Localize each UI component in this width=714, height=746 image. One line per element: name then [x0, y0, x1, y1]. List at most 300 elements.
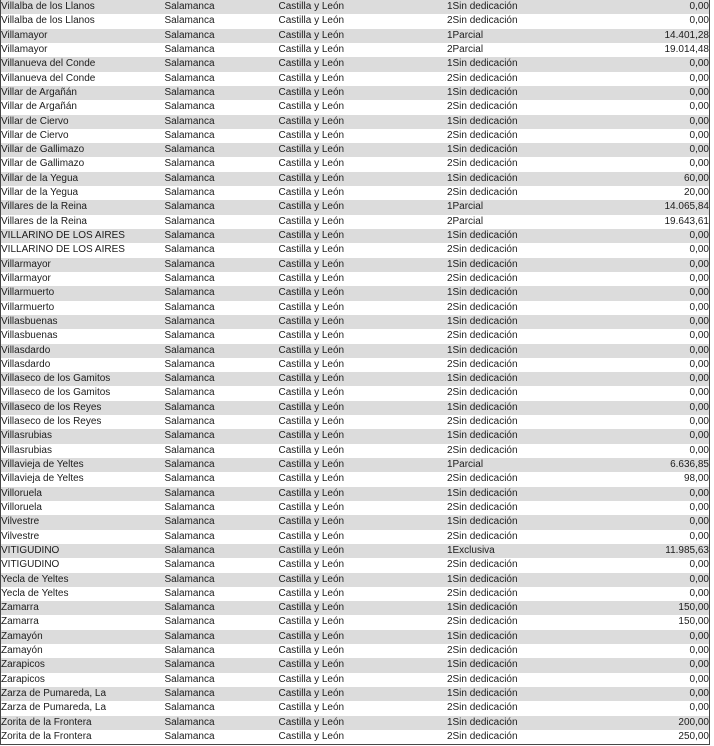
cell-numero: 2 [409, 673, 453, 687]
table-row [1, 630, 710, 644]
cell-provincia: Salamanca [165, 444, 279, 458]
cell-dedicacion: Sin dedicación [453, 386, 571, 400]
cell-numero: 1 [409, 601, 453, 615]
cell-importe: 60,00 [571, 172, 710, 186]
cell-provincia: Salamanca [165, 29, 279, 43]
cell-numero: 2 [409, 272, 453, 286]
cell-dedicacion: Sin dedicación [453, 243, 571, 257]
cell-municipio: Villaseco de los Reyes [1, 401, 165, 415]
cell-comunidad: Castilla y León [279, 157, 409, 171]
cell-comunidad: Castilla y León [279, 172, 409, 186]
cell-municipio: Villarmuerto [1, 286, 165, 300]
cell-dedicacion: Sin dedicación [453, 258, 571, 272]
cell-comunidad: Castilla y León [279, 229, 409, 243]
cell-dedicacion: Parcial [453, 215, 571, 229]
cell-provincia: Salamanca [165, 14, 279, 28]
cell-dedicacion: Sin dedicación [453, 272, 571, 286]
cell-importe: 0,00 [571, 157, 710, 171]
cell-comunidad: Castilla y León [279, 386, 409, 400]
cell-numero: 2 [409, 386, 453, 400]
cell-dedicacion: Sin dedicación [453, 86, 571, 100]
cell-provincia: Salamanca [165, 701, 279, 715]
cell-dedicacion: Sin dedicación [453, 573, 571, 587]
cell-importe: 150,00 [571, 615, 710, 629]
table-row [1, 372, 710, 386]
table-row [1, 329, 710, 343]
cell-numero: 2 [409, 530, 453, 544]
table-row [1, 315, 710, 329]
cell-dedicacion: Sin dedicación [453, 472, 571, 486]
cell-dedicacion: Sin dedicación [453, 143, 571, 157]
cell-municipio: Villasrubias [1, 444, 165, 458]
cell-numero: 2 [409, 644, 453, 658]
cell-numero: 1 [409, 0, 453, 14]
cell-provincia: Salamanca [165, 601, 279, 615]
cell-numero: 2 [409, 558, 453, 572]
cell-numero: 1 [409, 344, 453, 358]
cell-numero: 2 [409, 301, 453, 315]
cell-provincia: Salamanca [165, 587, 279, 601]
cell-provincia: Salamanca [165, 329, 279, 343]
cell-comunidad: Castilla y León [279, 530, 409, 544]
cell-municipio: Villasbuenas [1, 315, 165, 329]
table-row [1, 587, 710, 601]
cell-importe: 0,00 [571, 229, 710, 243]
cell-comunidad: Castilla y León [279, 286, 409, 300]
cell-provincia: Salamanca [165, 286, 279, 300]
cell-provincia: Salamanca [165, 415, 279, 429]
cell-provincia: Salamanca [165, 272, 279, 286]
cell-comunidad: Castilla y León [279, 515, 409, 529]
cell-dedicacion: Sin dedicación [453, 558, 571, 572]
cell-importe: 0,00 [571, 630, 710, 644]
cell-municipio: Villoruela [1, 487, 165, 501]
cell-importe: 150,00 [571, 601, 710, 615]
cell-municipio: Villaseco de los Gamitos [1, 372, 165, 386]
cell-numero: 1 [409, 286, 453, 300]
cell-numero: 2 [409, 72, 453, 86]
table-row [1, 57, 710, 71]
report-table-body [1, 0, 710, 745]
cell-comunidad: Castilla y León [279, 272, 409, 286]
cell-dedicacion: Parcial [453, 43, 571, 57]
cell-comunidad: Castilla y León [279, 43, 409, 57]
cell-municipio: Villasrubias [1, 429, 165, 443]
table-row [1, 544, 710, 558]
table-row [1, 415, 710, 429]
cell-numero: 2 [409, 100, 453, 114]
cell-provincia: Salamanca [165, 687, 279, 701]
cell-municipio: Villamayor [1, 43, 165, 57]
cell-comunidad: Castilla y León [279, 658, 409, 672]
cell-provincia: Salamanca [165, 100, 279, 114]
cell-provincia: Salamanca [165, 630, 279, 644]
cell-importe: 0,00 [571, 386, 710, 400]
table-row [1, 157, 710, 171]
cell-dedicacion: Sin dedicación [453, 716, 571, 730]
cell-provincia: Salamanca [165, 673, 279, 687]
cell-importe: 0,00 [571, 57, 710, 71]
cell-numero: 1 [409, 57, 453, 71]
cell-comunidad: Castilla y León [279, 472, 409, 486]
cell-municipio: Zorita de la Frontera [1, 730, 165, 745]
cell-municipio: Yecla de Yeltes [1, 573, 165, 587]
cell-comunidad: Castilla y León [279, 415, 409, 429]
cell-numero: 2 [409, 730, 453, 745]
cell-comunidad: Castilla y León [279, 315, 409, 329]
cell-comunidad: Castilla y León [279, 444, 409, 458]
cell-numero: 1 [409, 573, 453, 587]
table-row [1, 14, 710, 28]
cell-importe: 0,00 [571, 286, 710, 300]
cell-importe: 0,00 [571, 0, 710, 14]
cell-municipio: Villanueva del Conde [1, 72, 165, 86]
cell-provincia: Salamanca [165, 730, 279, 745]
cell-comunidad: Castilla y León [279, 630, 409, 644]
cell-municipio: Villar de Argañán [1, 100, 165, 114]
cell-provincia: Salamanca [165, 515, 279, 529]
cell-numero: 1 [409, 515, 453, 529]
table-row [1, 401, 710, 415]
cell-comunidad: Castilla y León [279, 544, 409, 558]
cell-dedicacion: Sin dedicación [453, 100, 571, 114]
table-row [1, 515, 710, 529]
cell-numero: 2 [409, 615, 453, 629]
cell-comunidad: Castilla y León [279, 86, 409, 100]
table-row [1, 644, 710, 658]
cell-comunidad: Castilla y León [279, 129, 409, 143]
cell-provincia: Salamanca [165, 229, 279, 243]
cell-numero: 1 [409, 487, 453, 501]
cell-comunidad: Castilla y León [279, 730, 409, 745]
cell-comunidad: Castilla y León [279, 458, 409, 472]
cell-provincia: Salamanca [165, 243, 279, 257]
cell-dedicacion: Sin dedicación [453, 401, 571, 415]
cell-importe: 0,00 [571, 86, 710, 100]
cell-importe: 0,00 [571, 415, 710, 429]
table-row [1, 186, 710, 200]
cell-importe: 0,00 [571, 258, 710, 272]
cell-comunidad: Castilla y León [279, 243, 409, 257]
cell-provincia: Salamanca [165, 487, 279, 501]
table-row [1, 129, 710, 143]
cell-numero: 2 [409, 186, 453, 200]
table-row [1, 0, 710, 14]
cell-importe: 0,00 [571, 129, 710, 143]
cell-comunidad: Castilla y León [279, 143, 409, 157]
cell-provincia: Salamanca [165, 0, 279, 14]
cell-municipio: Villarmuerto [1, 301, 165, 315]
table-row [1, 687, 710, 701]
cell-numero: 1 [409, 86, 453, 100]
table-row [1, 472, 710, 486]
cell-comunidad: Castilla y León [279, 57, 409, 71]
cell-municipio: Villasdardo [1, 344, 165, 358]
cell-municipio: Villavieja de Yeltes [1, 458, 165, 472]
cell-provincia: Salamanca [165, 172, 279, 186]
cell-numero: 2 [409, 701, 453, 715]
cell-municipio: VILLARINO DE LOS AIRES [1, 243, 165, 257]
table-row [1, 344, 710, 358]
cell-numero: 1 [409, 687, 453, 701]
table-row [1, 458, 710, 472]
cell-dedicacion: Sin dedicación [453, 372, 571, 386]
table-row [1, 386, 710, 400]
cell-dedicacion: Sin dedicación [453, 229, 571, 243]
table-row [1, 272, 710, 286]
table-row [1, 573, 710, 587]
cell-dedicacion: Sin dedicación [453, 701, 571, 715]
cell-municipio: Zamayón [1, 644, 165, 658]
cell-municipio: Villaseco de los Gamitos [1, 386, 165, 400]
cell-numero: 2 [409, 444, 453, 458]
cell-dedicacion: Sin dedicación [453, 157, 571, 171]
cell-municipio: Villares de la Reina [1, 200, 165, 214]
cell-importe: 0,00 [571, 401, 710, 415]
cell-importe: 19.643,61 [571, 215, 710, 229]
cell-dedicacion: Sin dedicación [453, 301, 571, 315]
cell-municipio: Zorita de la Frontera [1, 716, 165, 730]
table-row [1, 701, 710, 715]
cell-dedicacion: Sin dedicación [453, 115, 571, 129]
cell-dedicacion: Sin dedicación [453, 615, 571, 629]
cell-municipio: Yecla de Yeltes [1, 587, 165, 601]
cell-importe: 0,00 [571, 701, 710, 715]
table-row [1, 429, 710, 443]
table-row [1, 501, 710, 515]
cell-numero: 2 [409, 329, 453, 343]
cell-municipio: Zarza de Pumareda, La [1, 701, 165, 715]
cell-importe: 0,00 [571, 329, 710, 343]
cell-municipio: Vilvestre [1, 530, 165, 544]
cell-provincia: Salamanca [165, 143, 279, 157]
cell-numero: 1 [409, 200, 453, 214]
cell-comunidad: Castilla y León [279, 72, 409, 86]
cell-importe: 0,00 [571, 143, 710, 157]
table-row [1, 172, 710, 186]
cell-numero: 1 [409, 29, 453, 43]
cell-dedicacion: Sin dedicación [453, 72, 571, 86]
cell-comunidad: Castilla y León [279, 29, 409, 43]
cell-importe: 0,00 [571, 587, 710, 601]
cell-municipio: Zamayón [1, 630, 165, 644]
cell-provincia: Salamanca [165, 258, 279, 272]
table-row [1, 229, 710, 243]
cell-importe: 0,00 [571, 687, 710, 701]
table-row [1, 716, 710, 730]
table-row [1, 358, 710, 372]
cell-municipio: Villanueva del Conde [1, 57, 165, 71]
table-row [1, 29, 710, 43]
cell-provincia: Salamanca [165, 386, 279, 400]
cell-dedicacion: Sin dedicación [453, 601, 571, 615]
cell-comunidad: Castilla y León [279, 615, 409, 629]
cell-importe: 200,00 [571, 716, 710, 730]
cell-provincia: Salamanca [165, 186, 279, 200]
cell-comunidad: Castilla y León [279, 558, 409, 572]
cell-provincia: Salamanca [165, 86, 279, 100]
cell-dedicacion: Sin dedicación [453, 429, 571, 443]
table-row [1, 115, 710, 129]
cell-dedicacion: Parcial [453, 458, 571, 472]
cell-importe: 0,00 [571, 100, 710, 114]
cell-municipio: Villar de Ciervo [1, 129, 165, 143]
cell-importe: 0,00 [571, 444, 710, 458]
table-row [1, 673, 710, 687]
cell-municipio: VITIGUDINO [1, 544, 165, 558]
cell-municipio: Villalba de los Llanos [1, 14, 165, 28]
cell-importe: 20,00 [571, 186, 710, 200]
cell-municipio: Vilvestre [1, 515, 165, 529]
cell-comunidad: Castilla y León [279, 0, 409, 14]
cell-municipio: Villar de Argañán [1, 86, 165, 100]
cell-numero: 2 [409, 587, 453, 601]
cell-dedicacion: Sin dedicación [453, 630, 571, 644]
cell-importe: 0,00 [571, 673, 710, 687]
table-row [1, 143, 710, 157]
cell-dedicacion: Sin dedicación [453, 587, 571, 601]
cell-provincia: Salamanca [165, 401, 279, 415]
cell-importe: 0,00 [571, 301, 710, 315]
cell-provincia: Salamanca [165, 501, 279, 515]
cell-provincia: Salamanca [165, 157, 279, 171]
cell-numero: 1 [409, 429, 453, 443]
cell-numero: 1 [409, 630, 453, 644]
cell-importe: 0,00 [571, 243, 710, 257]
cell-dedicacion: Parcial [453, 29, 571, 43]
cell-dedicacion: Sin dedicación [453, 487, 571, 501]
cell-numero: 2 [409, 243, 453, 257]
cell-comunidad: Castilla y León [279, 487, 409, 501]
cell-municipio: Villavieja de Yeltes [1, 472, 165, 486]
table-row [1, 615, 710, 629]
cell-comunidad: Castilla y León [279, 100, 409, 114]
cell-municipio: Zamarra [1, 615, 165, 629]
cell-dedicacion: Sin dedicación [453, 0, 571, 14]
cell-dedicacion: Sin dedicación [453, 673, 571, 687]
cell-municipio: Villalba de los Llanos [1, 0, 165, 14]
cell-importe: 0,00 [571, 272, 710, 286]
cell-comunidad: Castilla y León [279, 401, 409, 415]
table-row [1, 200, 710, 214]
table-row [1, 86, 710, 100]
cell-provincia: Salamanca [165, 716, 279, 730]
cell-numero: 2 [409, 415, 453, 429]
cell-dedicacion: Sin dedicación [453, 57, 571, 71]
cell-numero: 1 [409, 229, 453, 243]
cell-provincia: Salamanca [165, 129, 279, 143]
cell-numero: 2 [409, 358, 453, 372]
cell-municipio: Zarapicos [1, 673, 165, 687]
cell-comunidad: Castilla y León [279, 372, 409, 386]
cell-provincia: Salamanca [165, 658, 279, 672]
cell-comunidad: Castilla y León [279, 215, 409, 229]
cell-comunidad: Castilla y León [279, 429, 409, 443]
cell-provincia: Salamanca [165, 573, 279, 587]
table-row [1, 286, 710, 300]
cell-provincia: Salamanca [165, 215, 279, 229]
cell-importe: 0,00 [571, 344, 710, 358]
cell-importe: 0,00 [571, 658, 710, 672]
cell-provincia: Salamanca [165, 544, 279, 558]
cell-numero: 2 [409, 43, 453, 57]
cell-numero: 1 [409, 401, 453, 415]
cell-comunidad: Castilla y León [279, 687, 409, 701]
cell-dedicacion: Sin dedicación [453, 344, 571, 358]
cell-municipio: Villar de la Yegua [1, 186, 165, 200]
cell-numero: 2 [409, 157, 453, 171]
cell-numero: 1 [409, 658, 453, 672]
cell-dedicacion: Sin dedicación [453, 658, 571, 672]
cell-municipio: VILLARINO DE LOS AIRES [1, 229, 165, 243]
cell-provincia: Salamanca [165, 615, 279, 629]
cell-comunidad: Castilla y León [279, 329, 409, 343]
table-row [1, 72, 710, 86]
cell-municipio: Villamayor [1, 29, 165, 43]
cell-comunidad: Castilla y León [279, 716, 409, 730]
cell-importe: 0,00 [571, 530, 710, 544]
cell-importe: 0,00 [571, 358, 710, 372]
cell-provincia: Salamanca [165, 458, 279, 472]
cell-numero: 2 [409, 215, 453, 229]
cell-municipio: Villarmayor [1, 272, 165, 286]
cell-dedicacion: Sin dedicación [453, 687, 571, 701]
cell-comunidad: Castilla y León [279, 186, 409, 200]
cell-dedicacion: Sin dedicación [453, 315, 571, 329]
cell-importe: 0,00 [571, 573, 710, 587]
cell-importe: 0,00 [571, 487, 710, 501]
cell-dedicacion: Sin dedicación [453, 186, 571, 200]
cell-comunidad: Castilla y León [279, 115, 409, 129]
cell-comunidad: Castilla y León [279, 573, 409, 587]
cell-municipio: Villasdardo [1, 358, 165, 372]
cell-provincia: Salamanca [165, 358, 279, 372]
cell-municipio: Villarmayor [1, 258, 165, 272]
table-row [1, 601, 710, 615]
cell-provincia: Salamanca [165, 344, 279, 358]
table-row [1, 444, 710, 458]
table-row [1, 301, 710, 315]
cell-comunidad: Castilla y León [279, 644, 409, 658]
cell-municipio: Villasbuenas [1, 329, 165, 343]
cell-provincia: Salamanca [165, 644, 279, 658]
cell-importe: 0,00 [571, 558, 710, 572]
cell-importe: 0,00 [571, 72, 710, 86]
cell-provincia: Salamanca [165, 530, 279, 544]
cell-comunidad: Castilla y León [279, 701, 409, 715]
table-row [1, 258, 710, 272]
cell-provincia: Salamanca [165, 372, 279, 386]
table-row [1, 658, 710, 672]
cell-municipio: Villar de Gallimazo [1, 143, 165, 157]
cell-municipio: Zarapicos [1, 658, 165, 672]
cell-municipio: Villares de la Reina [1, 215, 165, 229]
cell-importe: 6.636,85 [571, 458, 710, 472]
cell-municipio: Zarza de Pumareda, La [1, 687, 165, 701]
cell-importe: 98,00 [571, 472, 710, 486]
cell-numero: 2 [409, 472, 453, 486]
cell-provincia: Salamanca [165, 315, 279, 329]
cell-provincia: Salamanca [165, 57, 279, 71]
cell-dedicacion: Sin dedicación [453, 730, 571, 745]
cell-dedicacion: Sin dedicación [453, 286, 571, 300]
cell-provincia: Salamanca [165, 301, 279, 315]
cell-provincia: Salamanca [165, 429, 279, 443]
table-row [1, 215, 710, 229]
cell-provincia: Salamanca [165, 558, 279, 572]
cell-comunidad: Castilla y León [279, 258, 409, 272]
cell-provincia: Salamanca [165, 43, 279, 57]
